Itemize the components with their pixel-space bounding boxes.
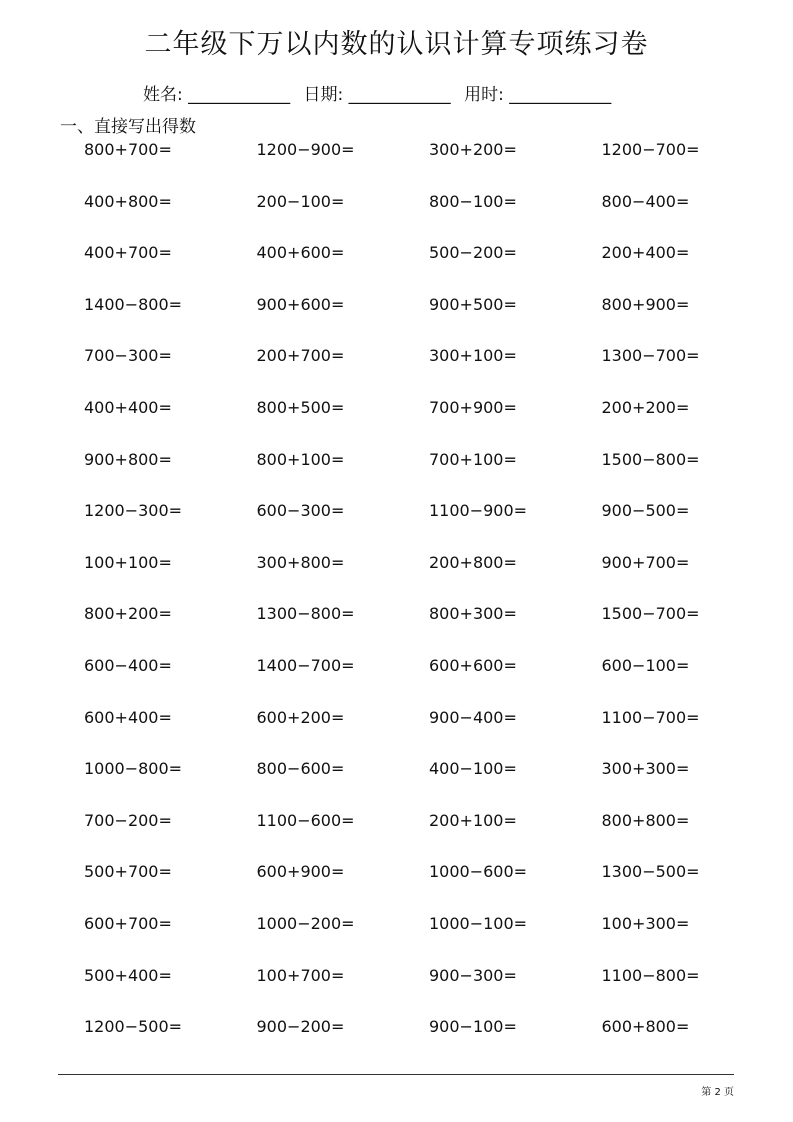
problem-item: 200−100= — [256, 191, 345, 211]
problem-item: 1200−500= — [84, 1017, 183, 1037]
problem-row — [84, 966, 774, 1018]
problem-item: 800−600= — [256, 759, 345, 779]
problem-item: 1300−500= — [601, 862, 700, 882]
problem-item: 600+200= — [256, 707, 345, 727]
problem-item: 1100−900= — [429, 501, 528, 521]
date-field[interactable]: 日期: ____________ — [303, 85, 451, 105]
problem-item: 400+400= — [84, 397, 172, 417]
problem-item: 900−200= — [256, 1017, 345, 1037]
problem-item: 200+800= — [429, 552, 517, 572]
problem-row — [84, 862, 774, 914]
problem-item: 600+600= — [429, 655, 517, 675]
problem-item: 600−300= — [256, 501, 345, 521]
problem-item: 1400−800= — [84, 294, 183, 314]
problem-item: 900+700= — [601, 552, 690, 572]
problem-row — [84, 553, 774, 605]
problem-item: 1300−800= — [256, 604, 355, 624]
problem-item: 200+100= — [429, 810, 517, 830]
problem-row — [84, 140, 774, 192]
problem-item: 900+500= — [429, 294, 517, 314]
problem-item: 800+300= — [429, 604, 517, 624]
problem-item: 1200−300= — [84, 501, 183, 521]
problem-row — [84, 295, 774, 347]
problem-item: 400+600= — [256, 243, 345, 263]
problem-item: 900−500= — [601, 501, 690, 521]
problem-item: 300+300= — [601, 759, 690, 779]
problem-item: 100+100= — [84, 552, 172, 572]
problem-row — [84, 192, 774, 244]
problem-row — [84, 708, 774, 760]
problem-row — [84, 604, 774, 656]
problem-row — [84, 346, 774, 398]
problem-grid — [84, 140, 774, 1069]
problem-item: 500+700= — [84, 862, 172, 882]
problem-item: 1500−700= — [601, 604, 700, 624]
problem-row — [84, 914, 774, 966]
problem-item: 600+400= — [84, 707, 172, 727]
problem-item: 1200−900= — [256, 140, 355, 159]
problem-item: 200+200= — [601, 397, 690, 417]
problem-item: 500+400= — [84, 965, 172, 985]
problem-item: 900+600= — [256, 294, 345, 314]
problem-item: 600−100= — [601, 655, 690, 675]
problem-item: 1100−800= — [601, 965, 700, 985]
problem-row — [84, 759, 774, 811]
name-field[interactable]: 姓名: ____________ — [143, 85, 291, 105]
problem-row — [84, 450, 774, 502]
problem-item: 1100−600= — [256, 810, 355, 830]
problem-item: 1000−600= — [429, 862, 528, 882]
problem-item: 900−300= — [429, 965, 517, 985]
problem-item: 700−300= — [84, 346, 172, 366]
problem-item: 800−100= — [429, 191, 517, 211]
problem-item: 600+700= — [84, 913, 172, 933]
problem-row — [84, 1017, 774, 1069]
problem-item: 900+800= — [84, 449, 172, 469]
problem-item: 100+300= — [601, 913, 690, 933]
problem-item: 1000−200= — [256, 913, 355, 933]
problem-item: 1300−700= — [601, 346, 700, 366]
time-field[interactable]: 用时: ____________ — [464, 85, 612, 105]
problem-item: 1100−700= — [601, 707, 700, 727]
problem-item: 600+800= — [601, 1017, 690, 1037]
problem-item: 900−100= — [429, 1017, 517, 1037]
problem-item: 300+100= — [429, 346, 517, 366]
problem-item: 800+800= — [601, 810, 690, 830]
problem-item: 800+200= — [84, 604, 172, 624]
problem-item: 500−200= — [429, 243, 517, 263]
problem-item: 300+800= — [256, 552, 345, 572]
problem-row — [84, 656, 774, 708]
problem-item: 1200−700= — [601, 140, 700, 159]
problem-row — [84, 398, 774, 450]
page-number: 第 2 页 — [701, 1087, 734, 1098]
problem-item: 1400−700= — [256, 655, 355, 675]
footer-divider — [58, 1074, 734, 1075]
problem-item: 400+700= — [84, 243, 172, 263]
problem-item: 400+800= — [84, 191, 172, 211]
problem-row — [84, 811, 774, 863]
problem-row — [84, 501, 774, 553]
problem-item: 1500−800= — [601, 449, 700, 469]
problem-item: 800−400= — [601, 191, 690, 211]
page-title: 二年级下万以内数的认识计算专项练习卷 — [144, 29, 649, 60]
problem-item: 900−400= — [429, 707, 517, 727]
problem-item: 800+700= — [84, 140, 172, 159]
problem-item: 700+100= — [429, 449, 517, 469]
problem-item: 400−100= — [429, 759, 517, 779]
problem-item: 300+200= — [429, 140, 517, 159]
problem-item: 800+900= — [601, 294, 690, 314]
section-heading: 一、直接写出得数 — [60, 117, 196, 137]
problem-row — [84, 243, 774, 295]
problem-item: 200+700= — [256, 346, 345, 366]
problem-item: 100+700= — [256, 965, 345, 985]
problem-item: 600+900= — [256, 862, 345, 882]
student-info-line — [143, 80, 619, 105]
problem-item: 600−400= — [84, 655, 172, 675]
problem-item: 1000−800= — [84, 759, 183, 779]
problem-item: 700+900= — [429, 397, 517, 417]
problem-item: 800+500= — [256, 397, 345, 417]
problem-item: 200+400= — [601, 243, 690, 263]
problem-item: 700−200= — [84, 810, 172, 830]
problem-item: 1000−100= — [429, 913, 528, 933]
problem-item: 800+100= — [256, 449, 345, 469]
